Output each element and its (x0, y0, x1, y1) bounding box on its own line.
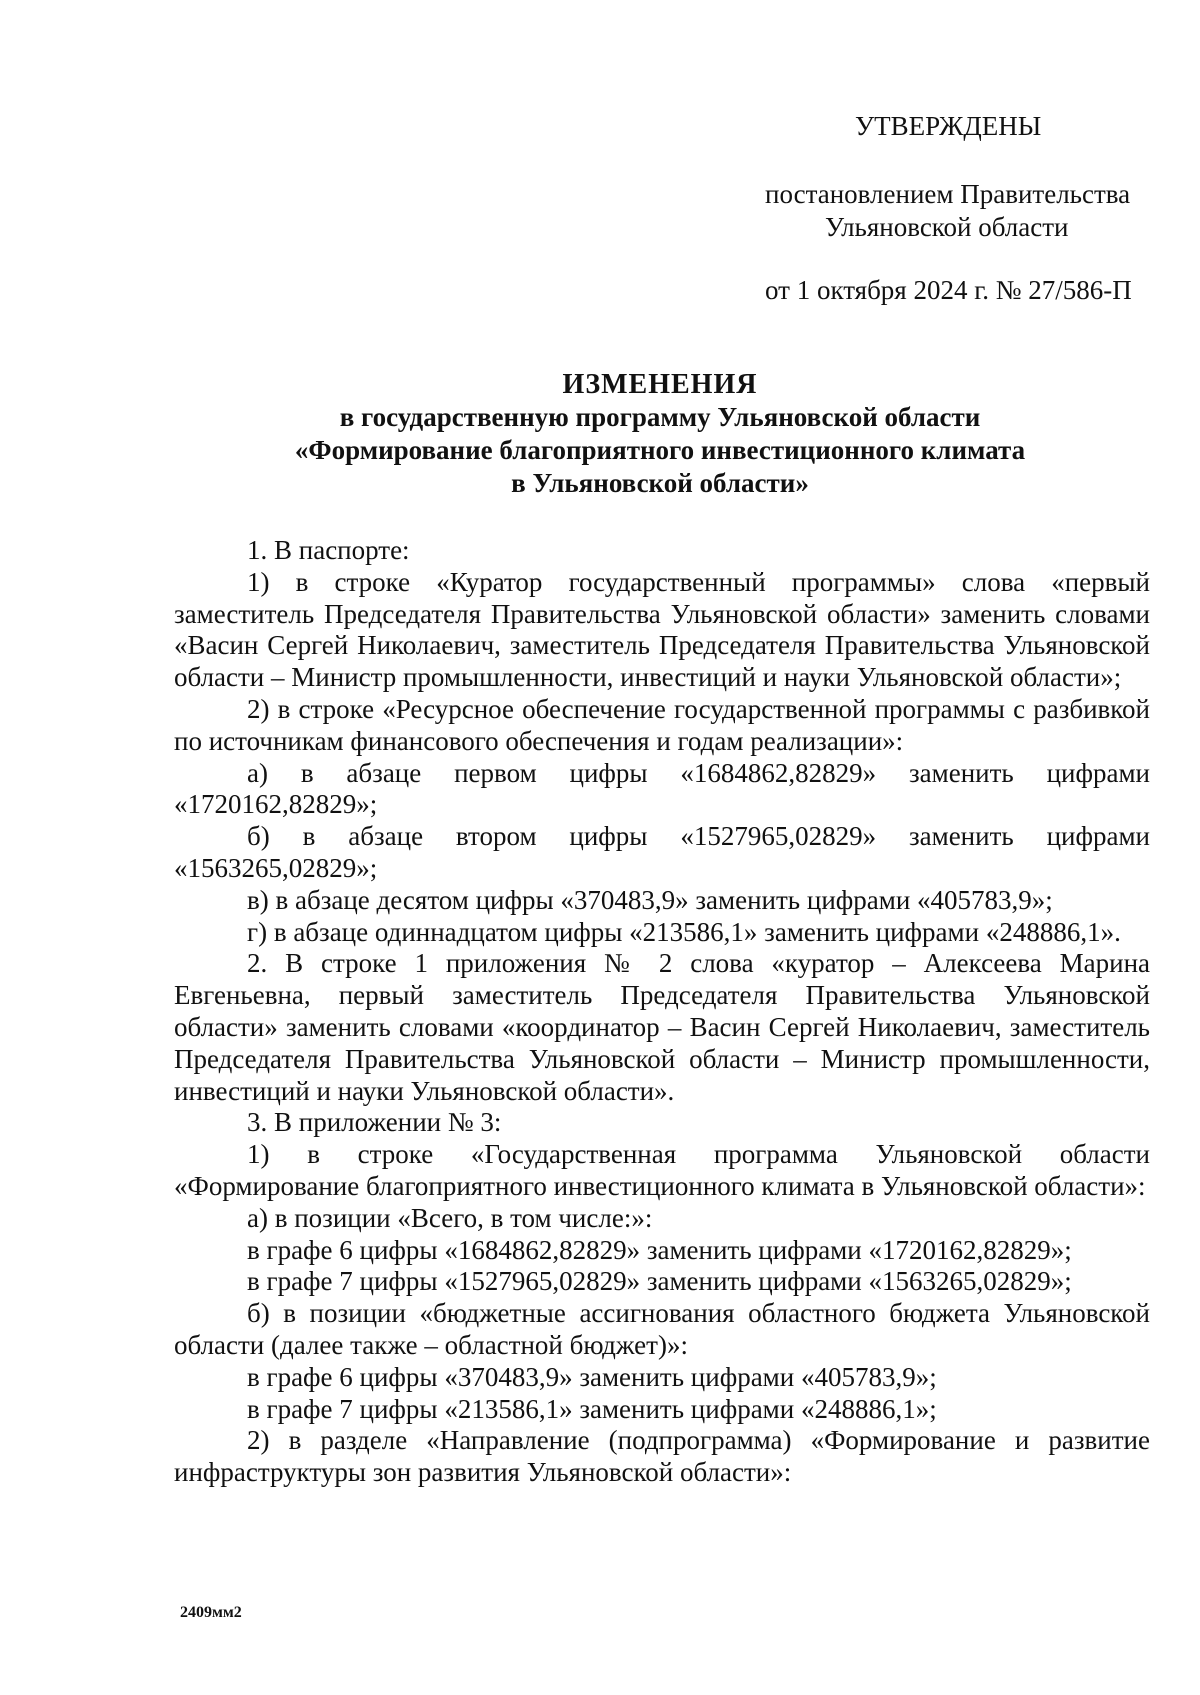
paragraph: в графе 7 цифры «1527965,02829» заменить цифрами «1563265,02829»; (247, 1266, 1072, 1297)
paragraph: 2) в разделе «Направление (подпрограмма) «Формирование и развитие инфраструктуры зон развития Ульяновской области»: (174, 1425, 1150, 1488)
heading-line-2: в государственную программу Ульяновской области (339, 402, 981, 432)
paragraph: 1) в строке «Куратор государственный программы» слова «первый заместитель Председателя Правительства Ульяновской области» заменить словами «Васин Сергей Николаевич, заместитель Председателя Правительства Ульяновской области – Министр промышленности, инвестиций и науки Ульяновской области»; (174, 566, 1150, 693)
paragraph: а) в абзаце первом цифры «1684862,82829» заменить цифрами «1720162,82829»; (174, 757, 1150, 820)
paragraph: 1. В паспорте: (247, 535, 410, 565)
paragraph: г) в абзаце одиннадцатом цифры «213586,1» заменить цифрами «248886,1». (247, 916, 1121, 947)
paragraph: а) в позиции «Всего, в том числе:»: (247, 1202, 653, 1233)
paragraph: 2) в строке «Ресурсное обеспечение государственной программы с разбивкой по источникам финансового обеспечения и годам реализации»: (174, 693, 1150, 756)
heading-line-4: в Ульяновской области» (511, 468, 809, 498)
document-body (174, 535, 1150, 1489)
paragraph: в графе 7 цифры «213586,1» заменить цифрами «248886,1»; (247, 1393, 937, 1424)
heading-title: ИЗМЕНЕНИЯ (562, 369, 758, 400)
approval-line-1: постановлением Правительства (765, 179, 1131, 209)
approval-line-2: Ульяновской области (825, 212, 1069, 242)
approval-date-number: от 1 октября 2024 г. № 27/586-П (765, 275, 1132, 305)
paragraph: б) в позиции «бюджетные ассигнования областного бюджета Ульяновской области (далее также – областной бюджет)»: (174, 1298, 1150, 1360)
paragraph: 2. В строке 1 приложения № 2 слова «куратор – Алексеева Марина Евгеньевна, первый заместитель Председателя Правительства Ульяновской области» заменить словами «координатор – Васин Сергей Николаевич, заместитель Председателя Правительства Ульяновской области – Министр промышленности, инвестиций и науки Ульяновской области». (174, 948, 1150, 1106)
heading-line-3: «Формирование благоприятного инвестиционного климата (294, 435, 1026, 465)
paragraph: 3. В приложении № 3: (247, 1107, 502, 1138)
document-heading (170, 368, 1150, 500)
paragraph: 1) в строке «Государственная программа Ульяновской области «Формирование благоприятного инвестиционного климата в Ульяновской области»: (174, 1139, 1150, 1201)
paragraph: б) в абзаце втором цифры «1527965,02829» заменить цифрами «1563265,02829»; (174, 821, 1150, 883)
approval-title: УТВЕРЖДЕНЫ (855, 111, 1042, 141)
paragraph: в графе 6 цифры «1684862,82829» заменить цифрами «1720162,82829»; (247, 1234, 1072, 1265)
paragraph: в графе 6 цифры «370483,9» заменить цифрами «405783,9»; (247, 1361, 937, 1392)
footer-document-code: 2409мм2 (180, 1604, 242, 1621)
paragraph: в) в абзаце десятом цифры «370483,9» заменить цифрами «405783,9»; (247, 884, 1053, 915)
